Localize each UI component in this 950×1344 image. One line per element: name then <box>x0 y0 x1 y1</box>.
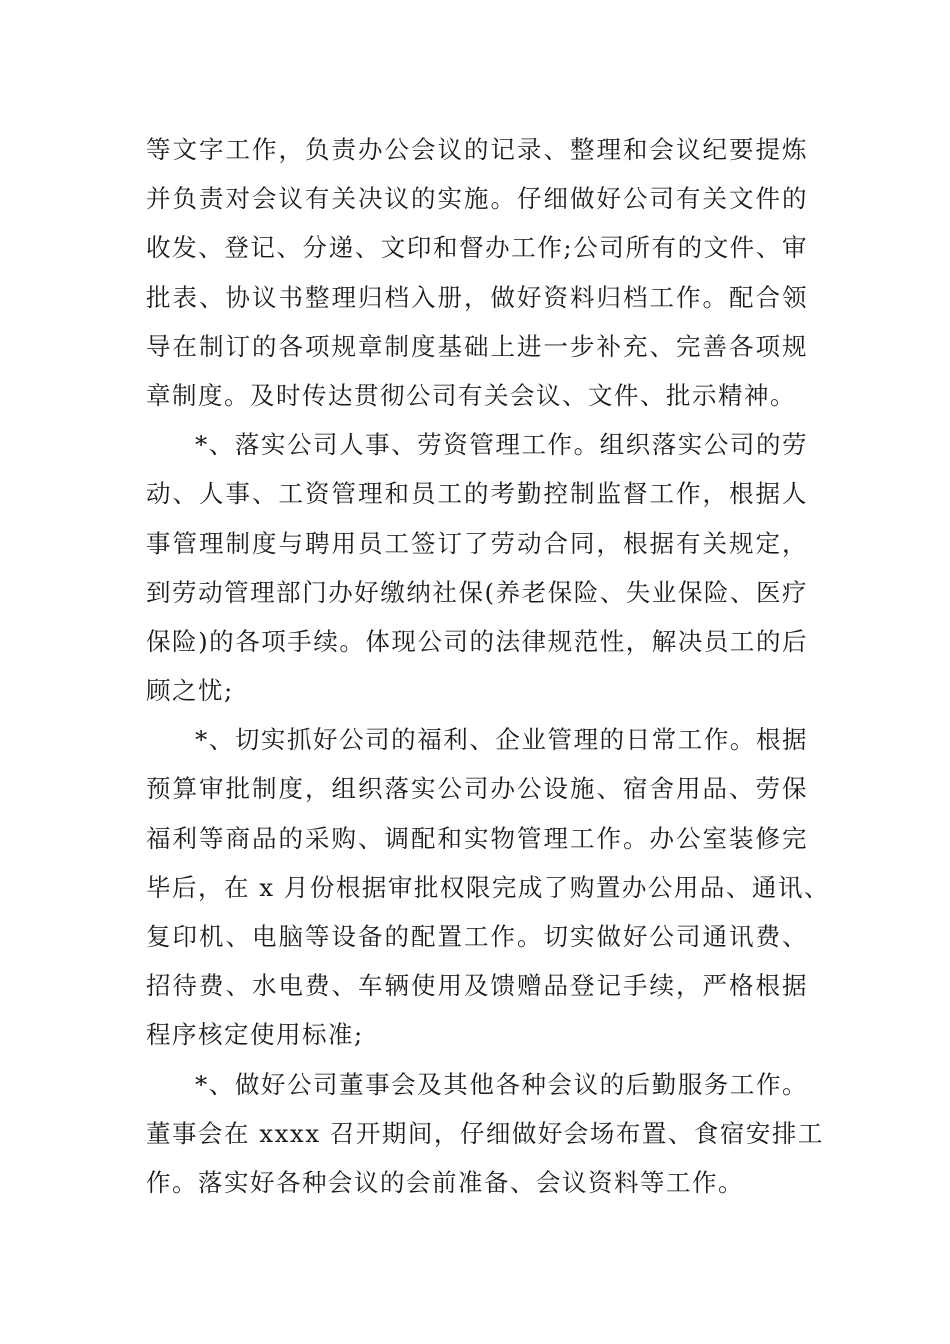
text-line: 顾之忧; <box>146 676 234 706</box>
text-line: 董事会在 xxxx 召开期间，仔细做好会场布置、食宿安排工 <box>146 1118 824 1148</box>
text-line: 保险)的各项手续。体现公司的法律规范性，解决员工的后 <box>146 626 808 656</box>
document-body <box>146 125 830 1207</box>
text-line: 事管理制度与聘用员工签订了劳动合同，根据有关规定， <box>146 528 808 558</box>
text-line: 到劳动管理部门办好缴纳社保(养老保险、失业保险、医疗 <box>146 577 808 607</box>
text-line: *、落实公司人事、劳资管理工作。组织落实公司的劳 <box>195 430 808 460</box>
text-line: 预算审批制度，组织落实公司办公设施、宿舍用品、劳保 <box>146 774 808 804</box>
paragraph-2 <box>146 420 808 715</box>
text-line: 并负责对会议有关决议的实施。仔细做好公司有关文件的 <box>146 184 808 214</box>
text-line: 福利等商品的采购、调配和实物管理工作。办公室装修完 <box>146 823 808 853</box>
text-line: 作。落实好各种会议的会前准备、会议资料等工作。 <box>146 1167 744 1197</box>
text-line: 毕后，在 x 月份根据审批权限完成了购置办公用品、通讯、 <box>146 872 830 902</box>
text-line: *、切实抓好公司的福利、企业管理的日常工作。根据 <box>195 725 808 755</box>
text-line: 动、人事、工资管理和员工的考勤控制监督工作，根据人 <box>146 479 808 509</box>
text-line: 程序核定使用标准; <box>146 1020 364 1050</box>
paragraph-1 <box>146 125 808 420</box>
text-line: 章制度。及时传达贯彻公司有关会议、文件、批示精神。 <box>146 380 796 410</box>
text-line: 复印机、电脑等设备的配置工作。切实做好公司通讯费、 <box>146 922 808 951</box>
text-line: 招待费、水电费、车辆使用及馈赠品登记手续，严格根据 <box>146 971 808 1001</box>
paragraph-3 <box>146 715 830 1059</box>
text-line: 等文字工作，负责办公会议的记录、整理和会议纪要提炼 <box>146 135 808 164</box>
text-line: *、做好公司董事会及其他各种会议的后勤服务工作。 <box>195 1069 808 1099</box>
paragraph-4 <box>146 1060 824 1208</box>
text-line: 批表、协议书整理归档入册，做好资料归档工作。配合领 <box>146 282 808 312</box>
text-line: 导在制订的各项规章制度基础上进一步补充、完善各项规 <box>146 331 808 361</box>
text-line: 收发、登记、分递、文印和督办工作;公司所有的文件、审 <box>146 233 808 263</box>
